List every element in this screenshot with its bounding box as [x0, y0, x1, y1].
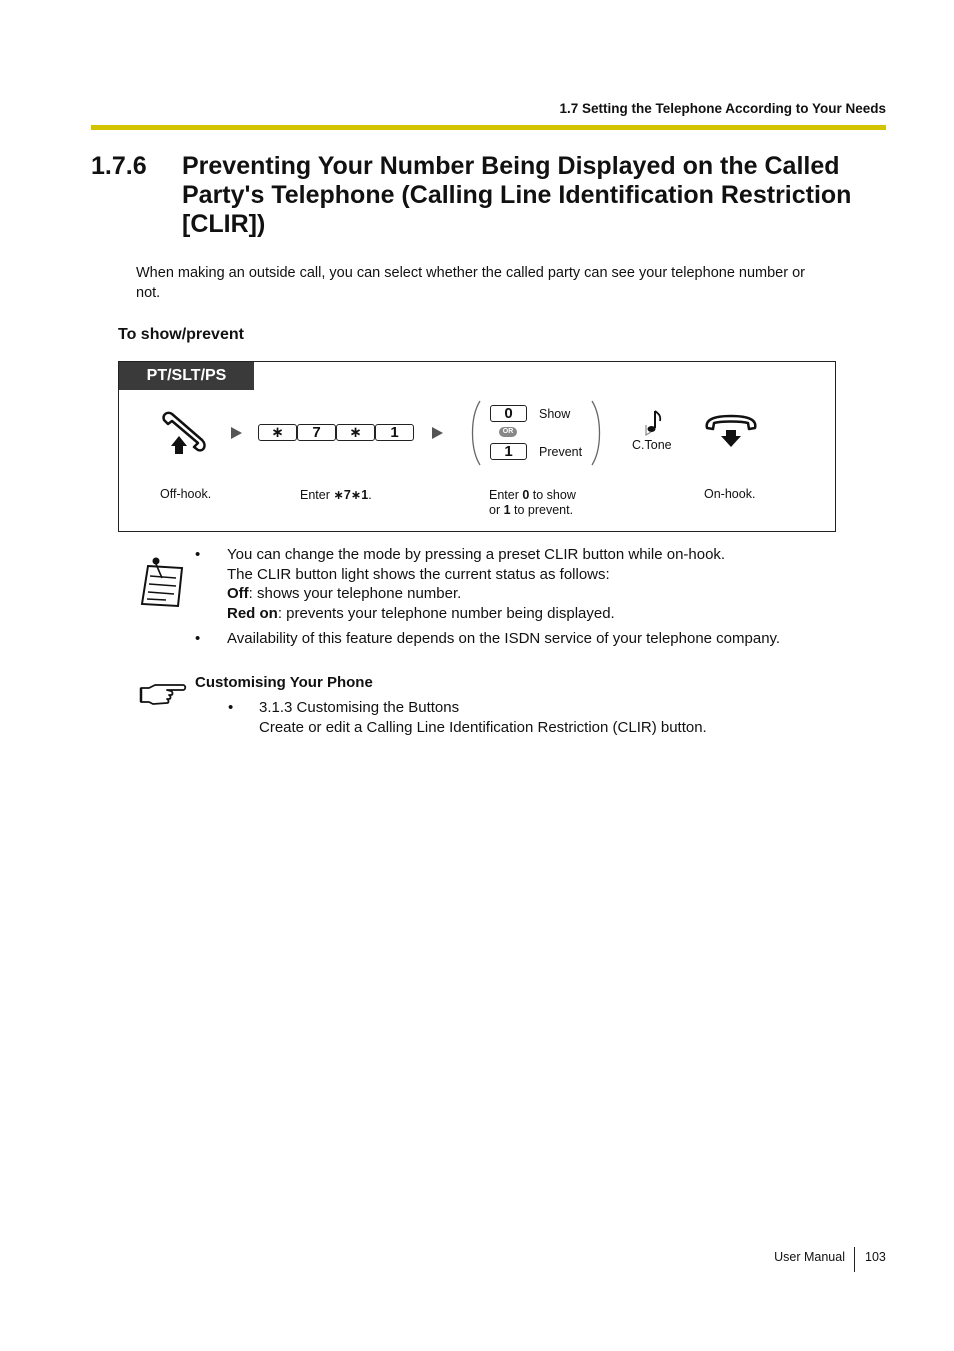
status-off-label: Off: [227, 585, 249, 602]
caption-key: 1: [503, 503, 511, 517]
intro-paragraph: [136, 264, 886, 303]
status-redon-label: Red on: [227, 604, 278, 622]
caption-text: to prevent.: [510, 503, 574, 517]
customising-list: [228, 698, 707, 737]
note-line: The CLIR button light shows the current status as follows:: [227, 565, 610, 583]
caption-text: Enter: [300, 488, 334, 502]
note-pad-icon: [136, 554, 188, 610]
offhook-caption: Off-hook.: [160, 487, 212, 501]
star-key: ∗: [258, 424, 297, 441]
status-off-text: : shows your telephone number.: [248, 585, 462, 602]
intro-line: not.: [136, 284, 161, 301]
pointing-hand-icon: [139, 682, 187, 708]
phone-type-tab: PT/SLT/PS: [119, 362, 254, 390]
onhook-caption: On-hook.: [704, 487, 756, 501]
enter-code-caption: [300, 488, 372, 503]
step-arrow-icon: [432, 427, 443, 439]
caption-text: to show: [529, 488, 576, 502]
section-title-line: Preventing Your Number Being Displayed on the Called: [182, 152, 840, 180]
footer-manual-label: User Manual: [774, 1250, 845, 1264]
caption-text: or: [489, 503, 504, 517]
procedure-heading: To show/prevent: [118, 326, 244, 343]
digit-key-1: 1: [375, 424, 414, 441]
running-header: 1.7 Setting the Telephone According to Your Needs: [559, 101, 886, 116]
bullet: •: [195, 630, 201, 647]
feature-code: ∗7∗1: [333, 488, 369, 502]
list-item: [195, 629, 875, 649]
digit-key-1: 1: [490, 443, 527, 460]
option-show-label: Show: [539, 407, 571, 421]
caption-text: .: [368, 488, 372, 502]
star-key: ∗: [336, 424, 375, 441]
customising-title: Customising Your Phone: [195, 674, 373, 691]
intro-line: When making an outside call, you can select whether the called party can see your telephone number or: [136, 265, 805, 281]
list-item: [195, 545, 875, 627]
ctone-label: C.Tone: [632, 438, 672, 452]
reference-description: Create or edit a Calling Line Identification Restriction (CLIR) button.: [259, 718, 707, 736]
off-hook-handset-icon: [158, 410, 210, 456]
caption-text: Enter: [489, 488, 523, 502]
caption-key: 0: [522, 488, 530, 502]
header-rule: [91, 125, 886, 130]
bullet: •: [195, 546, 201, 563]
section-title-line: Party's Telephone (Calling Line Identification Restriction: [182, 181, 852, 209]
or-badge: OR: [499, 427, 517, 437]
section-number: 1.7.6: [91, 152, 147, 180]
on-hook-handset-icon: [703, 412, 759, 450]
digit-key-0: 0: [490, 405, 527, 422]
choice-caption: [489, 488, 576, 518]
bullet: •: [228, 699, 234, 716]
section-title: [182, 152, 882, 239]
notes-list: [195, 545, 875, 649]
digit-key-7: 7: [297, 424, 336, 441]
section-title-line: [CLIR]): [182, 210, 266, 238]
footer-divider: [854, 1247, 855, 1272]
confirmation-tone-icon: [642, 409, 666, 437]
list-item: [228, 698, 707, 737]
cross-reference-link[interactable]: 3.1.3 Customising the Buttons: [259, 699, 460, 716]
step-arrow-icon: [231, 427, 242, 439]
option-prevent-label: Prevent: [539, 445, 583, 459]
note-line: Availability of this feature depends on the ISDN service of your telephone company.: [227, 630, 781, 647]
status-redon-text: : prevents your telephone number being displayed.: [277, 604, 615, 622]
page-number: 103: [865, 1250, 886, 1264]
note-line: You can change the mode by pressing a preset CLIR button while on-hook.: [227, 546, 726, 563]
note-text: [227, 545, 725, 623]
